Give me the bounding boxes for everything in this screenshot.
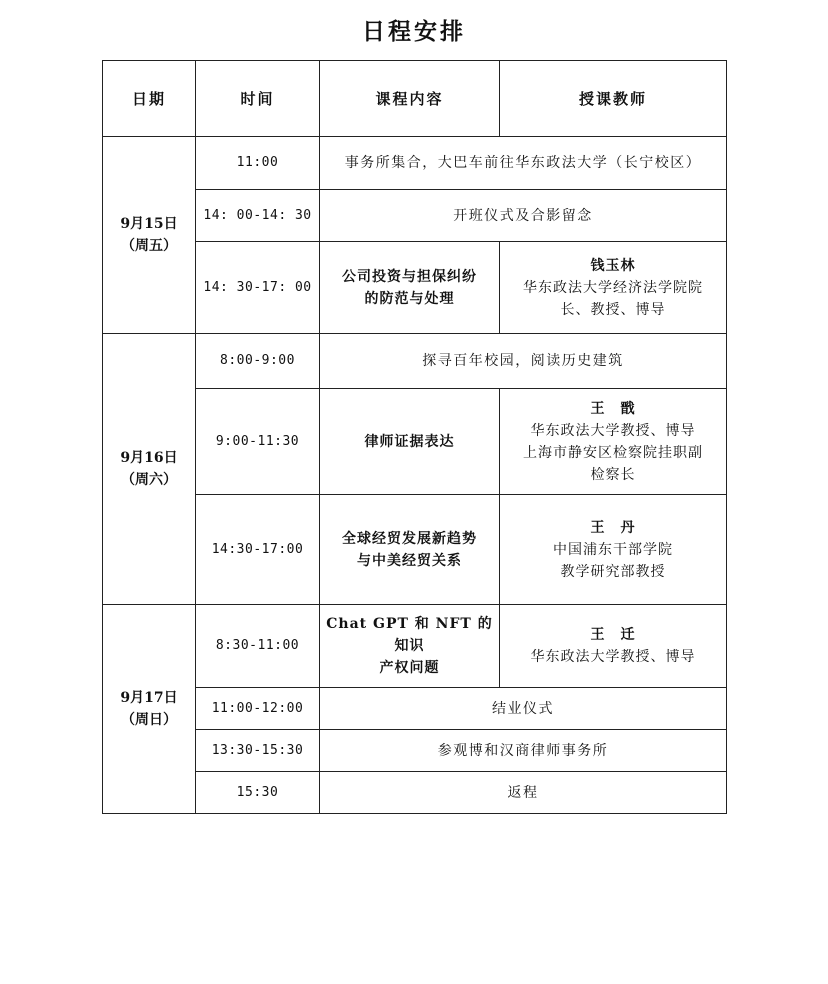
teacher-desc-line: 上海市静安区检察院挂职副 — [523, 444, 703, 461]
teacher-cell — [500, 242, 727, 334]
teacher-cell — [500, 389, 727, 495]
time-cell: 11:00-12:00 — [196, 688, 320, 730]
time-cell: 14: 30-17: 00 — [196, 242, 320, 334]
schedule-table — [102, 60, 727, 814]
table-row — [103, 242, 727, 334]
date-label: 9月17日 — [120, 690, 178, 706]
table-row — [103, 772, 727, 814]
weekday-label: （周六） — [121, 472, 177, 488]
teacher-desc-line: 华东政法大学教授、博导 — [530, 649, 696, 665]
time-cell: 8:00-9:00 — [196, 334, 320, 389]
table-row — [103, 605, 727, 688]
table-row — [103, 730, 727, 772]
time-cell: 11:00 — [196, 137, 320, 190]
course-title-cell — [320, 495, 500, 605]
weekday-label: （周日） — [121, 712, 177, 728]
header-date: 日期 — [103, 61, 196, 137]
table-row — [103, 190, 727, 242]
page-title: 日程安排 — [362, 18, 466, 45]
time-cell: 14:30-17:00 — [196, 495, 320, 605]
table-row — [103, 495, 727, 605]
teacher-desc-line: 华东政法大学经济法学院院 — [523, 279, 703, 296]
course-title-line: 与中美经贸关系 — [357, 552, 462, 569]
teacher-name: 钱玉林 — [590, 257, 636, 274]
event-cell: 参观博和汉商律师事务所 — [320, 730, 727, 772]
time-cell: 14: 00-14: 30 — [196, 190, 320, 242]
teacher-name: 王 戬 — [590, 400, 636, 417]
event-cell: 事务所集合，大巴车前往华东政法大学（长宁校区） — [320, 137, 727, 190]
time-cell: 13:30-15:30 — [196, 730, 320, 772]
header-row — [103, 61, 727, 137]
table-row — [103, 389, 727, 495]
course-title-line: 的防范与处理 — [364, 290, 455, 307]
teacher-name: 王 迁 — [590, 627, 636, 643]
teacher-desc-line: 长、教授、博导 — [560, 301, 666, 318]
header-teacher: 授课教师 — [500, 61, 727, 137]
teacher-cell — [500, 495, 727, 605]
time-cell: 8:30-11:00 — [196, 605, 320, 688]
table-row — [103, 688, 727, 730]
date-label: 9月15日 — [120, 216, 178, 232]
course-title-cell — [320, 605, 500, 688]
date-cell — [103, 137, 196, 334]
course-title-cell — [320, 389, 500, 495]
date-cell — [103, 605, 196, 814]
course-title-line: 公司投资与担保纠纷 — [342, 268, 477, 285]
header-time: 时间 — [196, 61, 320, 137]
event-cell: 探寻百年校园，阅读历史建筑 — [320, 334, 727, 389]
teacher-desc-line: 中国浦东干部学院 — [553, 541, 673, 558]
weekday-label: （周五） — [121, 238, 177, 254]
header-content: 课程内容 — [320, 61, 500, 137]
teacher-desc-line: 检察长 — [590, 466, 636, 483]
table-row — [103, 334, 727, 389]
date-cell — [103, 334, 196, 605]
course-title-line: Chat GPT 和 NFT 的知识 — [326, 616, 493, 654]
time-cell: 15:30 — [196, 772, 320, 814]
course-title-line: 产权问题 — [379, 660, 440, 676]
course-title-line: 律师证据表达 — [364, 433, 455, 450]
teacher-desc-line: 华东政法大学教授、博导 — [530, 422, 696, 439]
teacher-name: 王 丹 — [590, 519, 636, 536]
course-title-cell — [320, 242, 500, 334]
event-cell: 返程 — [320, 772, 727, 814]
course-title-line: 全球经贸发展新趋势 — [342, 530, 477, 547]
teacher-cell — [500, 605, 727, 688]
table-row — [103, 137, 727, 190]
event-cell: 结业仪式 — [320, 688, 727, 730]
event-cell: 开班仪式及合影留念 — [320, 190, 727, 242]
time-cell: 9:00-11:30 — [196, 389, 320, 495]
teacher-desc-line: 教学研究部教授 — [560, 563, 666, 580]
date-label: 9月16日 — [120, 450, 178, 466]
